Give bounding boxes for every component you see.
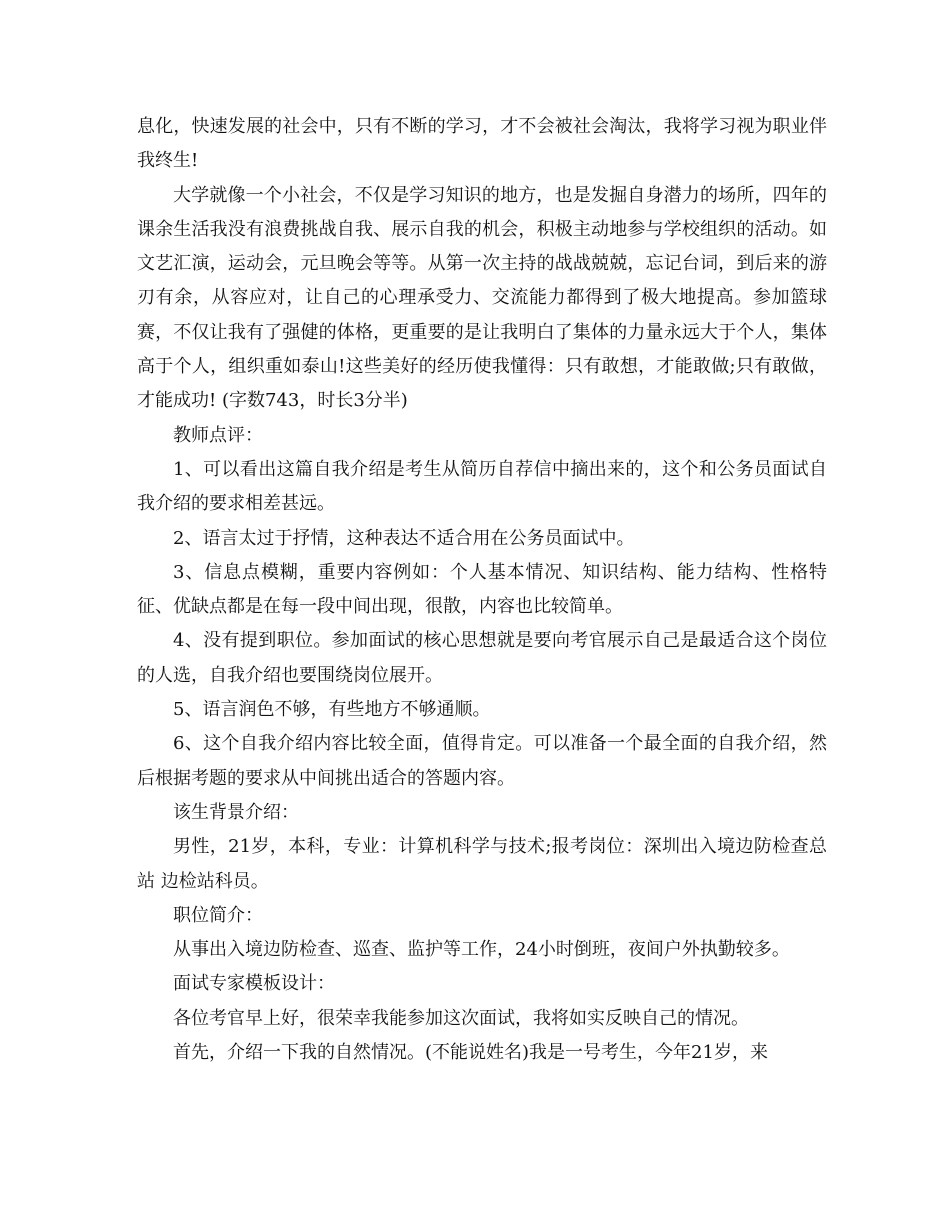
template-self-intro: 首先，介绍一下我的自然情况。(不能说姓名)我是一号考生，今年21岁，来 bbox=[173, 1042, 768, 1064]
comment-item-6: 6、这个自我介绍内容比较全面，值得肯定。可以准备一个最全面的自我介绍，然后根据考题的要求从中间挑出适合的答题内容。 bbox=[137, 733, 827, 789]
heading-expert-template: 面试专家模板设计： bbox=[173, 973, 335, 995]
heading-position-intro: 职位简介： bbox=[173, 904, 263, 926]
comment-item-4: 4、没有提到职位。参加面试的核心思想就是要向考官展示自己是最适合这个岗位的人选，自我介绍也要围绕岗位展开。 bbox=[137, 630, 827, 686]
comment-item-5: 5、语言润色不够，有些地方不够通顺。 bbox=[173, 699, 491, 721]
paragraph-continuation: 息化，快速发展的社会中，只有不断的学习，才不会被社会淘汰，我将学习视为职业伴我终生! bbox=[137, 116, 827, 172]
student-background-text: 男性，21岁，本科，专业：计算机科学与技术;报考岗位：深圳出入境边防检查总站 边检站科员。 bbox=[137, 836, 827, 892]
paragraph-university-experience: 大学就像一个小社会，不仅是学习知识的地方，也是发掘自身潜力的场所，四年的课余生活我没有浪费挑战自我、展示自我的机会，积极主动地参与学校组织的活动。如文艺汇演，运动会，元旦晚会等等。从第一次主持的战战兢兢，忘记台词，到后来的游刃有余，从容应对，让自己的心理承受力、交流能力都得到了极大地提高。参加篮球赛，不仅让我有了强健的体格，更重要的是让我明白了集体的力量永远大于个人，集体高于个人，组织重如泰山!这些美好的经历使我懂得：只有敢想，才能敢做;只有敢做，才能成功! (字数743，时长3分半) bbox=[137, 184, 827, 412]
comment-item-2: 2、语言太过于抒情，这种表达不适合用在公务员面试中。 bbox=[173, 527, 635, 549]
position-intro-text: 从事出入境边防检查、巡查、监护等工作，24小时倒班，夜间户外执勤较多。 bbox=[173, 939, 790, 961]
heading-teacher-comment: 教师点评： bbox=[173, 424, 263, 446]
heading-student-background: 该生背景介绍： bbox=[173, 801, 299, 823]
comment-item-1: 1、可以看出这篇自我介绍是考生从简历自荐信中摘出来的，这个和公务员面试自我介绍的要求相差甚远。 bbox=[137, 458, 827, 515]
comment-item-3: 3、信息点模糊，重要内容例如：个人基本情况、知识结构、能力结构、性格特征、优缺点都是在每一段中间出现，很散，内容也比较简单。 bbox=[137, 561, 827, 618]
template-greeting: 各位考官早上好，很荣幸我能参加这次面试，我将如实反映自己的情况。 bbox=[173, 1007, 749, 1029]
document-body bbox=[137, 110, 827, 1070]
